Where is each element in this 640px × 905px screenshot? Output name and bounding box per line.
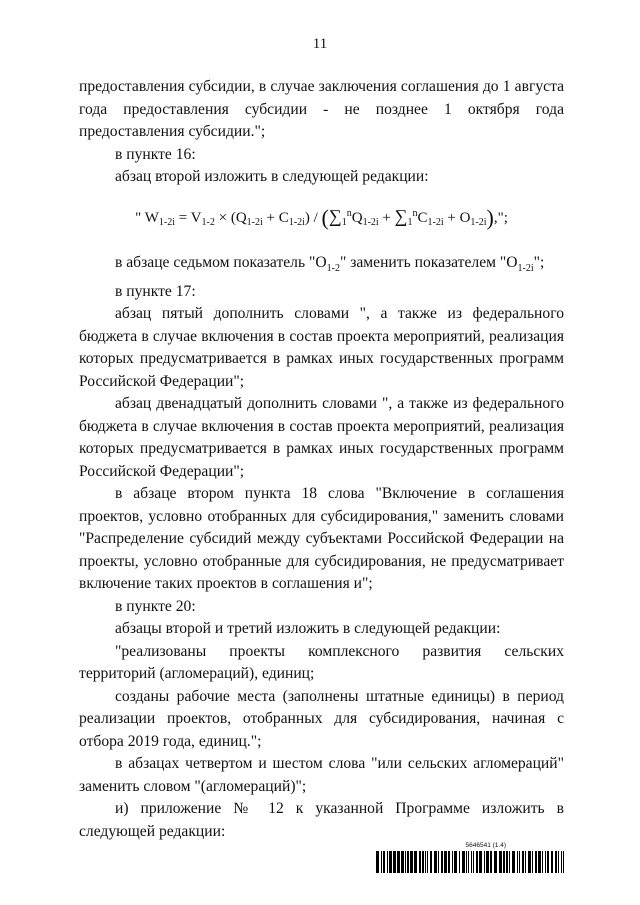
paragraph: абзацы второй и третий изложить в следующей редакции: [115,620,501,638]
paragraph: в пункте 20: [115,597,196,615]
page-number: 11 [312,36,328,52]
barcode-image [376,851,566,873]
paragraph: в пункте 17: [115,282,196,300]
paragraph: абзац пятый дополнить словами ", а также из федерального бюджета в случае включения в состав проекта мероприятий, реализация которых предусматривается в рамках иных государственных программ Российской Федерации"; [79,305,564,390]
document-body [79,76,564,843]
paragraph: предоставления субсидии, в случае заключения соглашения до 1 августа года предоставления субсидии - не позднее 1 октября года предоставления субсидии."; [79,78,564,140]
formula: " $W_{1-2i} = V_{1-2} \times (Q_{1-2i} + C_{1-2i}) / (\sum_1^nQ_{1-2i} + \sum_1^nC_{1-2i} + O_{1-2i})$,"; [135,204,508,230]
paragraph: в абзаце седьмом показатель "$O_{1-2}$" заменить показателем "$O_{1-2i}$"; [115,254,545,275]
barcode-caption: 5646541 (1.4) [465,842,506,849]
paragraph: и) приложение № 12 к указанной Программе изложить в следующей редакции: [79,800,564,840]
paragraph: в абзаце втором пункта 18 слова "Включение в соглашения проектов, условно отобранных для субсидирования," заменить словами "Распределение субсидий между субъектами Российской Федерации на проекты, условно отобранные для субсидирования, не предусматривает включение таких проектов в соглашения и"; [79,485,564,593]
barcode-block [376,842,566,873]
paragraph: "реализованы проекты комплексного развития сельских территорий (агломераций), единиц; [79,642,564,683]
paragraph: абзац второй изложить в следующей редакции: [115,168,429,185]
paragraph: созданы рабочие места (заполнены штатные единицы) в период реализации проектов, отобранных для субсидирования, начиная с отбора 2019 года, единиц."; [79,687,564,750]
paragraph: абзац двенадцатый дополнить словами ", а также из федерального бюджета в случае включения в состав проекта мероприятий, реализация которых предусматривается в рамках иных государственных программ Российской Федерации"; [79,395,564,480]
paragraph: в абзацах четвертом и шестом слова "или сельских агломераций" заменить словом "(агломераций)"; [79,755,564,795]
paragraph: в пункте 16: [115,145,196,163]
